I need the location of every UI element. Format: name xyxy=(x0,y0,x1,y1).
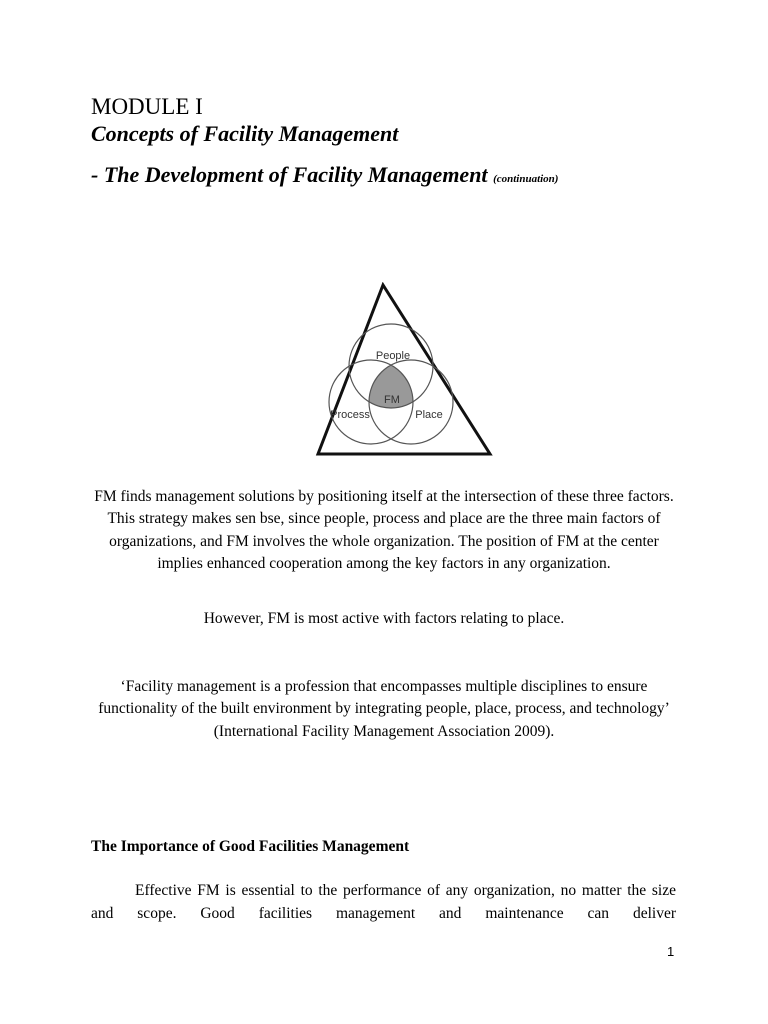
fm-center-label: FM xyxy=(384,394,400,406)
module-title: MODULE I xyxy=(91,94,203,119)
place-label: Place xyxy=(415,409,443,421)
development-title: - The Development of Facility Management xyxy=(91,162,488,187)
intersection-paragraph: FM finds management solutions by positioning itself at the intersection of these three factors. This strategy makes sen bse, since people, process and place are the three main factors of organizations, and FM involves the whole organization. The position of FM at the center implies enhanced cooperation among the key factors in any organization. xyxy=(94,488,674,572)
continuation-note: (continuation) xyxy=(493,173,559,185)
section-body: Effective FM is essential to the performance of any organization, no matter the size and scope. Good facilities management and maintenance can deliver xyxy=(91,882,676,922)
definition-quote: ‘Facility management is a profession that encompasses multiple disciplines to ensure functionality of the built environment by integrating people, place, process, and technology’ (International Facility Management Association 2009). xyxy=(98,678,670,740)
page-number: 1 xyxy=(667,944,675,959)
place-paragraph: However, FM is most active with factors relating to place. xyxy=(203,610,565,627)
fm-venn-diagram xyxy=(315,282,495,457)
people-label: People xyxy=(375,350,411,362)
concepts-subtitle: Concepts of Facility Management xyxy=(91,121,399,146)
development-heading xyxy=(91,162,558,188)
process-label: Process xyxy=(330,409,370,421)
section-heading: The Importance of Good Facilities Management xyxy=(91,838,410,855)
